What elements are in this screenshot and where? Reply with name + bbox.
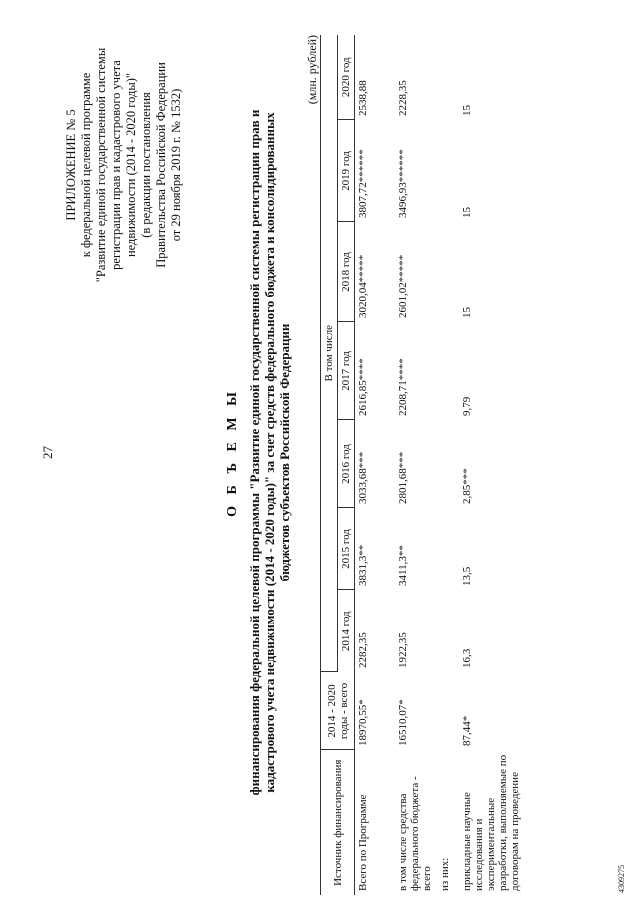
row-value: 3831,3** <box>357 544 369 586</box>
row-label: прикладные научные исследования и экспериментальные разработки, выполняемые по договорам на проведение <box>460 754 521 891</box>
page-number: 27 <box>40 446 55 459</box>
row-value: 3496,93****** <box>396 149 409 218</box>
appendix-line: от 29 ноября 2019 г. № 1532) <box>169 88 183 242</box>
document-code: 4309275 <box>617 865 626 893</box>
appendix-line: ПРИЛОЖЕНИЕ № 5 <box>64 109 78 221</box>
row-value: 2,85*** <box>460 468 473 504</box>
row-value: 2208,71**** <box>396 358 409 416</box>
header-year: 2020 год <box>338 35 355 120</box>
header-year: 2016 год <box>338 420 355 508</box>
header-year: 2017 год <box>338 322 355 420</box>
document-subtitle-line: бюджетов субъектов Российской Федерации <box>277 323 292 582</box>
appendix-line: к федеральной целевой программе <box>79 72 93 258</box>
row-total: 18970,55* <box>357 699 369 746</box>
row-value: 2538,88 <box>357 80 369 116</box>
table-row <box>437 35 459 895</box>
row-label: из них: <box>438 857 451 891</box>
document-subtitle-line: кадастрового учета недвижимости (2014 - 2020 годы)" за счет средств федерального бюджета и консолидированных <box>262 112 277 793</box>
table-row <box>355 35 395 895</box>
row-value: 15 <box>460 207 473 218</box>
row-value: 16,3 <box>460 648 473 668</box>
table-row <box>395 35 437 895</box>
row-value: 15 <box>460 307 473 318</box>
row-value: 9,79 <box>460 396 473 416</box>
document-heading <box>225 0 292 905</box>
row-value: 15 <box>460 105 473 116</box>
row-total: 87,44* <box>460 715 473 746</box>
row-total: 16510,07* <box>396 699 409 746</box>
appendix-line: регистрации прав и кадастрового учета <box>109 60 123 270</box>
row-value: 3807,72****** <box>357 149 369 218</box>
row-value: 2282,35 <box>357 632 369 668</box>
row-value: 13,5 <box>460 566 473 586</box>
header-year: 2014 год <box>338 590 355 672</box>
financing-table <box>320 35 523 895</box>
unit-label: (млн. рублей) <box>305 35 319 105</box>
appendix-line: (в редакции постановления <box>139 92 153 238</box>
header-year: 2015 год <box>338 508 355 590</box>
row-value: 2601,02***** <box>396 254 409 318</box>
row-empty <box>437 35 459 750</box>
header-source: Источник финансирования <box>321 750 355 895</box>
header-year: 2019 год <box>338 120 355 222</box>
row-value: 2228,35 <box>396 80 409 116</box>
appendix-line: "Развитие единой государственной системы <box>94 47 108 283</box>
table-row <box>459 35 523 895</box>
appendix-block <box>64 0 184 330</box>
row-value: 2616,85**** <box>357 358 369 416</box>
row-value: 1922,35 <box>396 632 409 668</box>
row-label: Всего по Программе <box>357 794 369 891</box>
document-title: О Б Ъ Е М Ы <box>225 388 240 517</box>
row-value: 2801,68*** <box>396 451 409 504</box>
row-value: 3020,04***** <box>357 254 369 318</box>
appendix-line: недвижимости (2014 - 2020 годы)" <box>124 72 138 258</box>
header-total: 2014 - 2020 годы - всего <box>321 672 355 750</box>
row-label: в том числе средства федерального бюджета - всего <box>396 776 433 891</box>
row-value: 3411,3** <box>396 545 409 586</box>
row-value: 3033,68*** <box>357 451 369 504</box>
appendix-line: Правительства Российской Федерации <box>154 62 168 268</box>
header-year: 2018 год <box>338 222 355 322</box>
document-subtitle-line: финансирования федеральной целевой программы "Развитие единой государственной системы регистрации прав и <box>247 109 262 796</box>
header-including: В том числе <box>321 35 338 672</box>
